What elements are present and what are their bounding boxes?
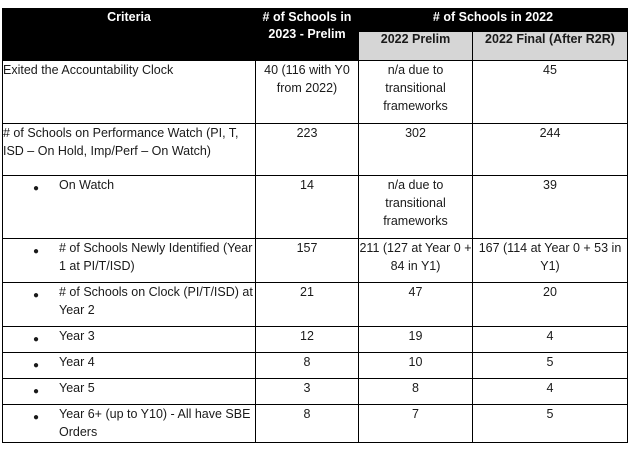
- row-label: # of Schools on Clock (PI/T/ISD) at Year 2: [59, 285, 253, 317]
- cell-2022-prelim: 10: [359, 353, 473, 379]
- cell-2023: 8: [256, 353, 359, 379]
- cell-2022-final: 45: [473, 61, 628, 124]
- header-schools-2023: # of Schools in 2023 - Prelim: [256, 9, 359, 61]
- cell-2023: 157: [256, 239, 359, 283]
- table-row: [3, 124, 628, 176]
- row-label-cell: [3, 239, 256, 283]
- cell-2023: 14: [256, 176, 359, 239]
- cell-2022-prelim: 8: [359, 379, 473, 405]
- cell-2022-prelim: 47: [359, 283, 473, 327]
- cell-2022-final: 5: [473, 405, 628, 443]
- cell-2023: 3: [256, 379, 359, 405]
- bullet-icon: ●: [33, 412, 40, 423]
- row-label-cell: [3, 327, 256, 353]
- row-label-cell: [3, 176, 256, 239]
- row-label: Year 5: [59, 381, 95, 395]
- table-row: [3, 405, 628, 443]
- cell-2023: 12: [256, 327, 359, 353]
- header-criteria: Criteria: [3, 9, 256, 61]
- cell-2022-final: 4: [473, 379, 628, 405]
- row-label-cell: [3, 405, 256, 443]
- cell-2022-final: 244: [473, 124, 628, 176]
- bullet-icon: ●: [33, 246, 40, 257]
- cell-2023: 21: [256, 283, 359, 327]
- cell-2022-prelim: 19: [359, 327, 473, 353]
- cell-2023: 223: [256, 124, 359, 176]
- row-label-cell: [3, 379, 256, 405]
- cell-2022-final: 5: [473, 353, 628, 379]
- row-label: # of Schools Newly Identified (Year 1 at PI/T/ISD): [59, 241, 253, 273]
- table-row: [3, 327, 628, 353]
- row-label: Year 3: [59, 329, 95, 343]
- bullet-icon: ●: [33, 334, 40, 345]
- cell-2022-final: 4: [473, 327, 628, 353]
- table-row: [3, 379, 628, 405]
- row-label-cell: [3, 283, 256, 327]
- cell-2022-prelim: 211 (127 at Year 0 + 84 in Y1): [359, 239, 473, 283]
- row-label: Year 4: [59, 355, 95, 369]
- row-label: Exited the Accountability Clock: [3, 61, 256, 124]
- header-2022-prelim: 2022 Prelim: [359, 32, 473, 61]
- row-label: On Watch: [59, 178, 115, 192]
- table-row: [3, 176, 628, 239]
- row-label: # of Schools on Performance Watch (PI, T, ISD – On Hold, Imp/Perf – On Watch): [3, 124, 256, 176]
- cell-2023: 40 (116 with Y0 from 2022): [256, 61, 359, 124]
- cell-2022-final: 167 (114 at Year 0 + 53 in Y1): [473, 239, 628, 283]
- table-row: [3, 353, 628, 379]
- header-2022-final: 2022 Final (After R2R): [473, 32, 628, 61]
- cell-2022-final: 39: [473, 176, 628, 239]
- row-label-cell: [3, 353, 256, 379]
- bullet-icon: ●: [33, 386, 40, 397]
- cell-2022-final: 20: [473, 283, 628, 327]
- cell-2023: 8: [256, 405, 359, 443]
- table-row: [3, 239, 628, 283]
- cell-2022-prelim: n/a due to transitional frameworks: [359, 61, 473, 124]
- cell-2022-prelim: 7: [359, 405, 473, 443]
- cell-2022-prelim: 302: [359, 124, 473, 176]
- bullet-icon: ●: [33, 360, 40, 371]
- bullet-icon: ●: [33, 183, 40, 194]
- cell-2022-prelim: n/a due to transitional frameworks: [359, 176, 473, 239]
- row-label: Year 6+ (up to Y10) - All have SBE Orders: [59, 407, 251, 439]
- header-schools-2022: # of Schools in 2022: [359, 9, 628, 32]
- bullet-icon: ●: [33, 290, 40, 301]
- table-row: [3, 61, 628, 124]
- table-row: [3, 283, 628, 327]
- accountability-table: [2, 8, 628, 443]
